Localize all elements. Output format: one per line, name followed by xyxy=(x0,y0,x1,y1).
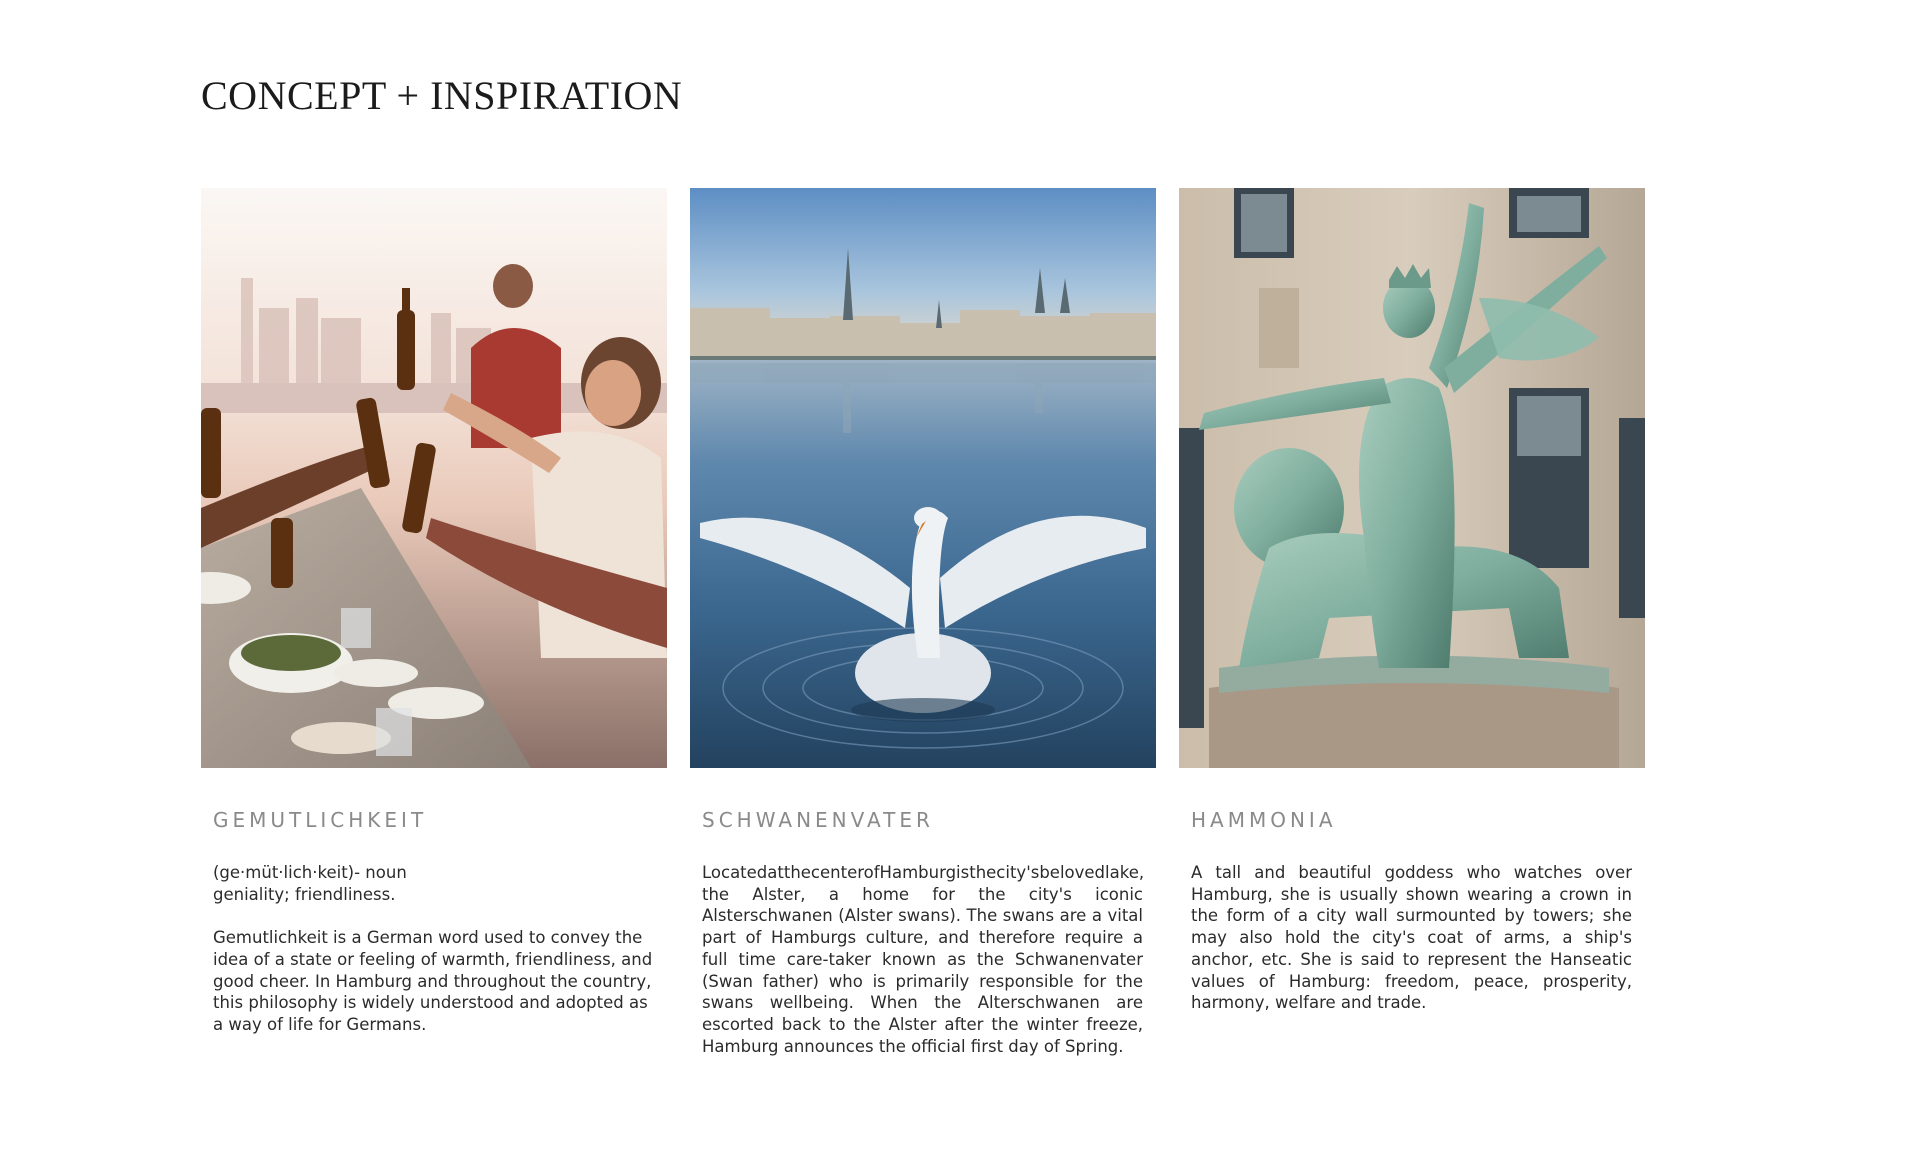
concept-column-schwanenvater xyxy=(690,188,1156,1057)
schwanenvater-photo xyxy=(690,188,1156,768)
concept-column-hammonia xyxy=(1179,188,1645,1014)
section-body xyxy=(1191,862,1632,1014)
pronunciation-text: (ge·müt·lich·keit)- noun xyxy=(213,863,407,882)
swan-on-alster-illustration xyxy=(690,188,1156,768)
definition-text: geniality; friendliness. xyxy=(213,884,396,904)
description-text: A tall and beautiful goddess who watches over Hamburg, she is usually shown wearing a crown in the form of a city wall surmounted by towers; she may also hold the city's coat of arms, a ship's anchor, etc. She is said to represent the Hanseatic values of Hamburg: freedom, peace, prosperity, harmony, welfare and trade. xyxy=(1191,863,1632,1013)
section-body xyxy=(213,862,654,1036)
concept-column-gemutlichkeit xyxy=(201,188,667,1036)
description-text: Gemutlichkeit is a German word used to convey the idea of a state or feeling of warmth, friendliness, and good cheer. In Hamburg and throughout the country, this philosophy is widely understood and adopted as a way of life for Germans. xyxy=(213,928,653,1034)
gemutlichkeit-caption xyxy=(201,808,667,1036)
section-heading: GEMUTLICHKEIT xyxy=(213,808,428,832)
toasting-friends-illustration xyxy=(201,188,667,768)
description-text: LocatedatthecenterofHamburgisthecity'sbelovedlake, the Alster, a home for the city's iconic Alsterschwanen (Alster swans). The swans are a vital part of Hamburgs culture, and therefore require a full time care-taker known as the Schwanenvater (Swan father) who is primarily responsible for the swans wellbeing. When the Alterschwanen are escorted back to the Alster after the winter freeze, Hamburg announces the official first day of Spring. xyxy=(702,863,1145,1056)
section-heading: HAMMONIA xyxy=(1191,808,1337,832)
schwanenvater-caption xyxy=(690,808,1156,1057)
page-title: CONCEPT + INSPIRATION xyxy=(201,73,683,118)
section-heading: SCHWANENVATER xyxy=(702,808,934,832)
section-body xyxy=(702,862,1143,1057)
hammonia-statue-illustration xyxy=(1179,188,1645,768)
hammonia-caption xyxy=(1179,808,1645,1014)
hammonia-photo xyxy=(1179,188,1645,768)
gemutlichkeit-photo xyxy=(201,188,667,768)
